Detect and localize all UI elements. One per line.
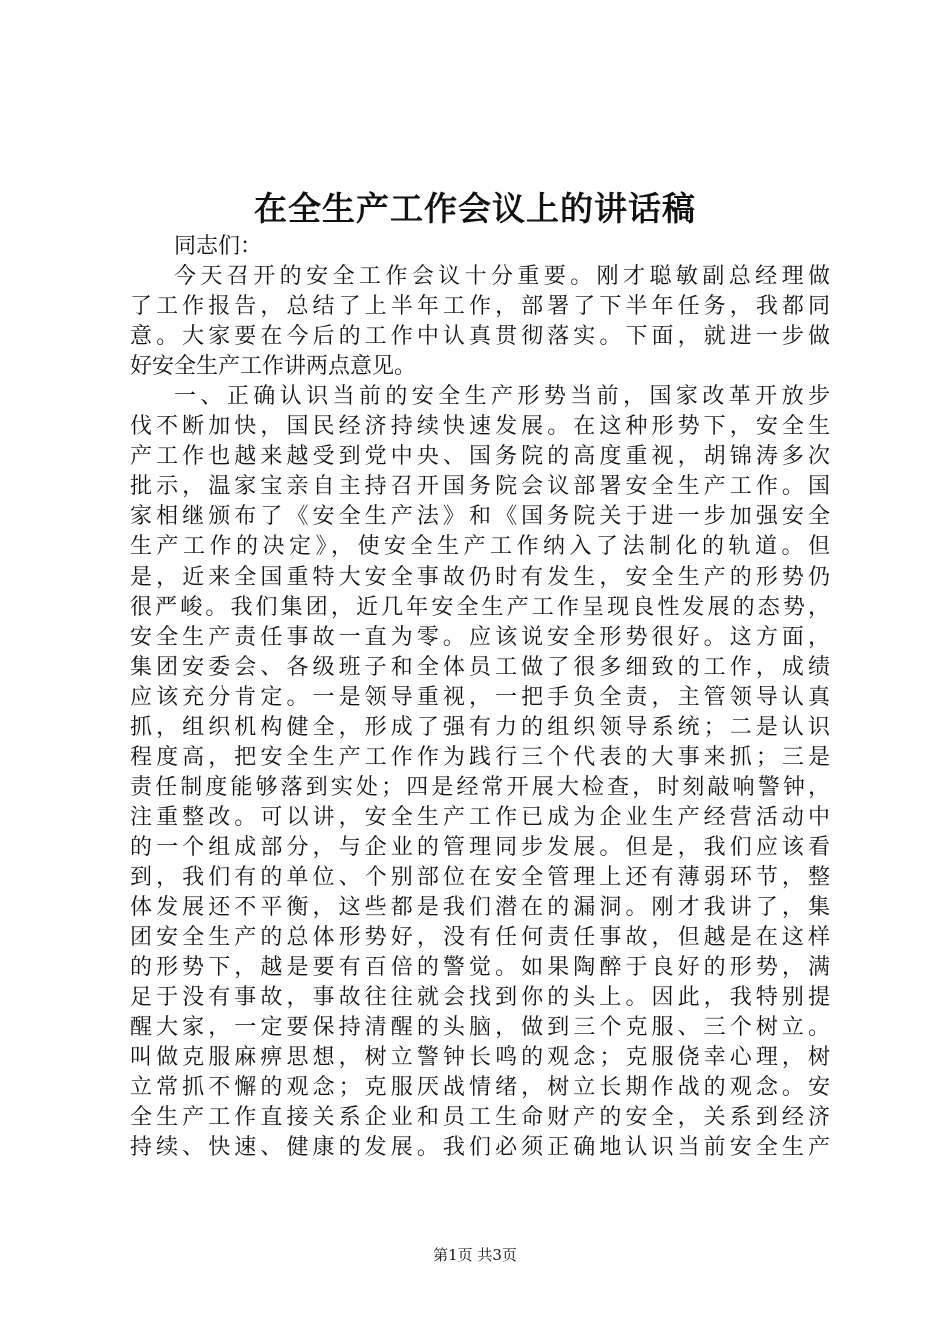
body-line: 的形势下，越是要有百倍的警觉。如果陶醉于良好的形势，满: [130, 955, 830, 981]
body-line: 注重整改。可以讲，安全生产工作已成为企业生产经营活动中: [130, 804, 830, 830]
body-line: 是，近来全国重特大安全事故仍时有发生，安全生产的形势仍: [130, 564, 830, 590]
body-line: 集团安委会、各级班子和全体员工做了很多细致的工作，成绩: [130, 654, 830, 680]
body-line: 持续、快速、健康的发展。我们必须正确地认识当前安全生产: [130, 1135, 830, 1161]
body-line: 很严峻。我们集团，近几年安全生产工作呈现良性发展的态势，: [130, 594, 830, 620]
document-title: 在全生产工作会议上的讲话稿: [254, 189, 696, 228]
body-line: 产工作也越来越受到党中央、国务院的高度重视，胡锦涛多次: [130, 444, 830, 470]
document-body: [130, 232, 830, 1163]
body-line: 程度高，把安全生产工作作为践行三个代表的大事来抓；三是: [130, 744, 830, 770]
body-line: 意。大家要在今后的工作中认真贯彻落实。下面，就进一步做: [130, 324, 830, 350]
body-line: 醒大家，一定要保持清醒的头脑，做到三个克服、三个树立。: [130, 1015, 830, 1041]
body-line: 批示，温家宝亲自主持召开国务院会议部署安全生产工作。国: [130, 474, 830, 500]
body-line: 抓，组织机构健全，形成了强有力的组织领导系统；二是认识: [130, 714, 830, 740]
body-line: 叫做克服麻痹思想，树立警钟长鸣的观念；克服侥幸心理，树: [130, 1045, 830, 1071]
body-line: 立常抓不懈的观念；克服厌战情绪，树立长期作战的观念。安: [130, 1075, 830, 1101]
salutation-line: 同志们：: [174, 234, 263, 259]
body-line: 足于没有事故，事故往往就会找到你的头上。因此，我特别提: [130, 985, 830, 1011]
body-line: 好安全生产工作讲两点意见。: [130, 354, 417, 380]
body-line: 全生产工作直接关系企业和员工生命财产的安全，关系到经济: [130, 1105, 830, 1131]
body-line: 了工作报告，总结了上半年工作，部署了下半年任务，我都同: [130, 294, 830, 320]
body-line: 一、正确认识当前的安全生产形势当前，国家改革开放步: [174, 384, 830, 410]
body-line: 体发展还不平衡，这些都是我们潜在的漏洞。刚才我讲了，集: [130, 895, 830, 921]
body-line: 生产工作的决定》，使安全生产工作纳入了法制化的轨道。但: [130, 534, 830, 560]
body-line: 责任制度能够落到实处；四是经常开展大检查，时刻敲响警钟，: [130, 774, 830, 800]
body-line: 伐不断加快，国民经济持续快速发展。在这种形势下，安全生: [130, 414, 830, 440]
body-line: 应该充分肯定。一是领导重视，一把手负全责，主管领导认真: [130, 684, 830, 710]
page-number-footer: 第1页 共3页: [433, 1246, 517, 1264]
body-line: 团安全生产的总体形势好，没有任何责任事故，但越是在这样: [130, 925, 830, 951]
body-line: 今天召开的安全工作会议十分重要。刚才聪敏副总经理做: [174, 264, 830, 290]
body-line: 的一个组成部分，与企业的管理同步发展。但是，我们应该看: [130, 834, 830, 860]
body-line: 家相继颁布了《安全生产法》和《国务院关于进一步加强安全: [130, 504, 830, 530]
body-line: 到，我们有的单位、个别部位在安全管理上还有薄弱环节，整: [130, 864, 830, 890]
body-line: 安全生产责任事故一直为零。应该说安全形势很好。这方面，: [130, 624, 830, 650]
